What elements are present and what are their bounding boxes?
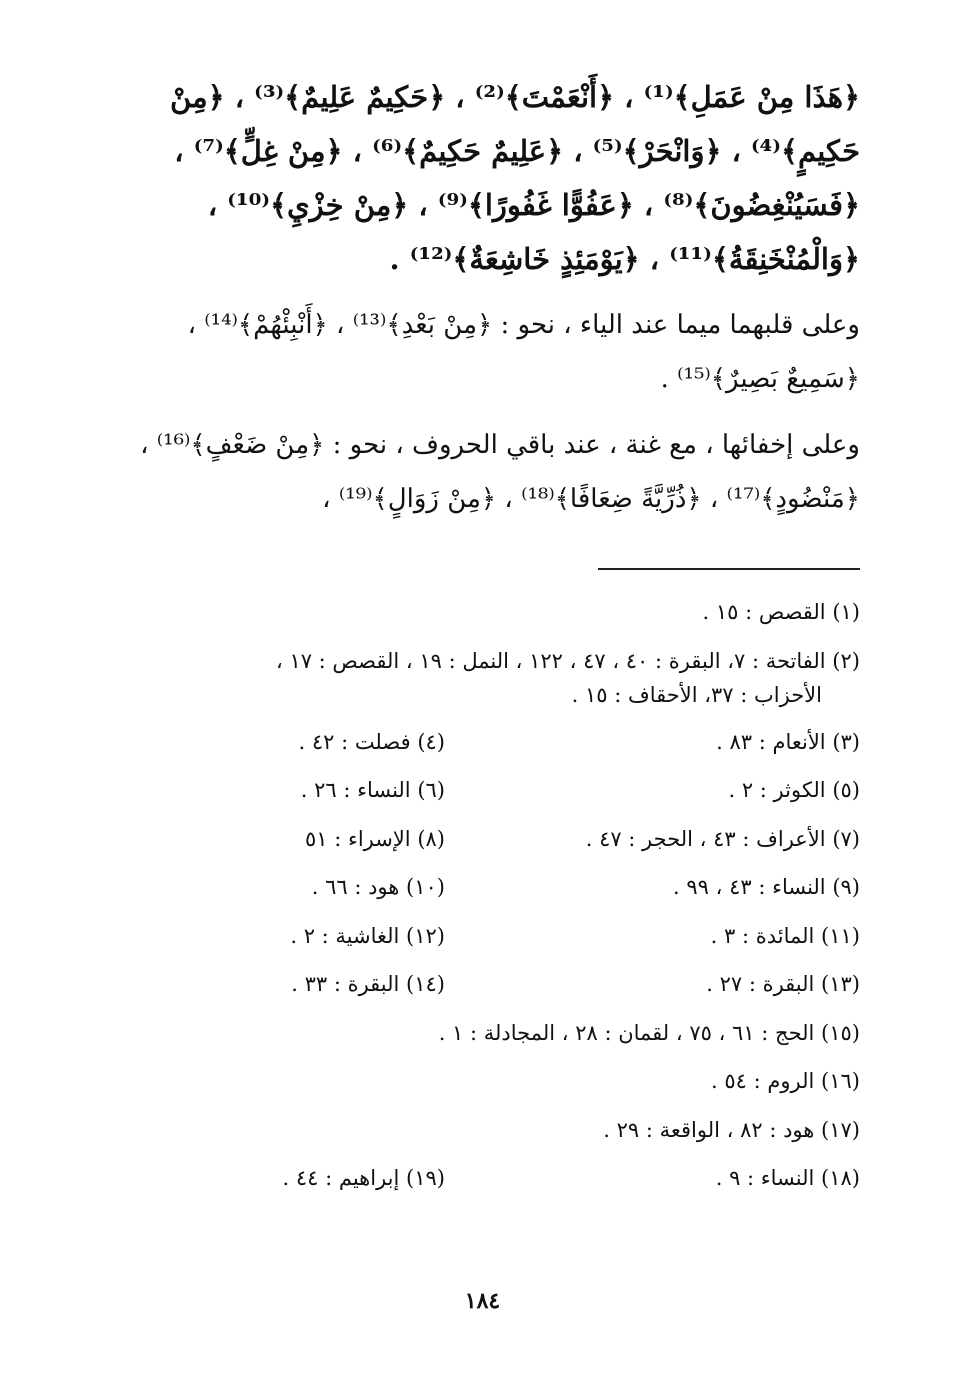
- footnote: (١١) المائدة : ٣ .: [710, 923, 860, 948]
- quran-examples-line: ﴿فَسَيُنْغِضُونَ﴾⁽⁸⁾ ، ﴿عَفُوًّا غَفُورًا﴾⁽⁹⁾ ، ﴿مِنْ خِزْيِ﴾⁽¹⁰⁾ ،: [207, 188, 860, 222]
- paragraph-line: ﴿مَنْضُودٍ﴾⁽¹⁷⁾ ، ﴿ذُرِّيَّةً ضِعَافًا﴾⁽¹⁸⁾ ، ﴿مِنْ زَوَالٍ﴾⁽¹⁹⁾ ،: [322, 484, 860, 514]
- footnote: (٤) فصلت : ٤٢ .: [298, 729, 445, 754]
- footnote-row: [140, 960, 860, 1009]
- footnote: (٦) النساء : ٢٦ .: [300, 778, 445, 802]
- footnote: (١٨) النساء : ٩ .: [715, 1166, 860, 1190]
- footnote: (٨) الإسراء : ٥١: [304, 826, 445, 851]
- footnote: (١٥) الحج : ٦١ ، ٧٥ ، لقمان : ٢٨ ، المجادلة : ١ .: [438, 1020, 860, 1045]
- footnote: (٣) الأنعام : ٨٣ .: [716, 729, 860, 754]
- footnote-row: [140, 718, 860, 767]
- footnote-row: [140, 1057, 860, 1106]
- main-text: [105, 70, 860, 526]
- footnote: (٧) الأعراف : ٤٣ ، الحجر : ٤٧ .: [585, 826, 860, 851]
- paragraph-ikhfa: [105, 418, 860, 526]
- footnote-divider: [598, 568, 860, 570]
- footnote-row: [140, 637, 860, 718]
- footnote-row: [140, 1009, 860, 1058]
- footnote-row: [140, 815, 860, 864]
- footnote: (٩) النساء : ٤٣ ، ٩٩ .: [673, 875, 860, 899]
- quran-examples-line: ﴿هَذَا مِنْ عَمَلِ﴾⁽¹⁾ ، ﴿أَنْعَمْتَ﴾⁽²⁾ ، ﴿حَكِيمٌ عَلِيمٌ﴾⁽³⁾ ، ﴿مِنْ: [170, 80, 860, 114]
- footnote-continuation: الأحزاب : ٣٧، الأحقاف : ١٥ .: [571, 682, 822, 707]
- footnote-row: [140, 863, 860, 912]
- footnote-row: [140, 588, 860, 637]
- footnote: (١٤) البقرة : ٣٣ .: [291, 972, 445, 996]
- footnote-row: [140, 1154, 860, 1203]
- quran-examples-line: حَكِيمٍ﴾⁽⁴⁾ ، ﴿وَانْحَرْ﴾⁽⁵⁾ ، ﴿عَلِيمٌ حَكِيمٌ﴾⁽⁶⁾ ، ﴿مِنْ غِلٍّ﴾⁽⁷⁾ ،: [174, 134, 860, 168]
- footnote: (١٩) إبراهيم : ٤٤ .: [282, 1166, 445, 1190]
- quran-examples-line: ﴿وَالْمُنْخَنِقَةُ﴾⁽¹¹⁾ ، ﴿يَوْمَئِذٍ خَاشِعَةٌ﴾⁽¹²⁾ .: [389, 242, 860, 276]
- footnotes: [140, 588, 860, 1203]
- footnote: (١٢) الغاشية : ٢ .: [290, 923, 445, 948]
- footnote-row: [140, 766, 860, 815]
- paragraph-line: وعلى إخفائها ، مع غنة ، عند باقي الحروف ، نحو : ﴿مِنْ ضَعْفٍ﴾⁽¹⁶⁾ ،: [140, 430, 860, 460]
- footnote: (٢) الفاتحة : ٧، البقرة : ٤٠ ، ٤٧ ، ١٢٢ ، النمل : ١٩ ، القصص : ١٧ ،: [275, 648, 860, 673]
- paragraph-line: ﴿سَمِيعٌ بَصِيرٌ﴾⁽¹⁵⁾ .: [660, 364, 860, 394]
- footnote: (١٦) الروم : ٥٤ .: [711, 1069, 860, 1093]
- footnote: (٥) الكوثر : ٢ .: [728, 778, 860, 802]
- page-number: ١٨٤: [464, 1288, 501, 1314]
- footnote: (١) القصص : ١٥ .: [702, 600, 860, 624]
- paragraph-line: وعلى قلبهما ميما عند الياء ، نحو : ﴿مِنْ بَعْدِ﴾⁽¹³⁾ ، ﴿أَنْبِئْهُمْ﴾⁽¹⁴⁾ ،: [187, 310, 860, 340]
- paragraph-iqlab: [105, 298, 860, 406]
- footnote: (١٠) هود : ٦٦ .: [311, 875, 445, 899]
- footnote-row: [140, 912, 860, 961]
- footnote-row: [140, 1106, 860, 1155]
- footnote: (١٣) البقرة : ٢٧ .: [706, 972, 860, 996]
- footnote: (١٧) هود : ٨٢ ، الواقعة : ٢٩ .: [603, 1117, 860, 1142]
